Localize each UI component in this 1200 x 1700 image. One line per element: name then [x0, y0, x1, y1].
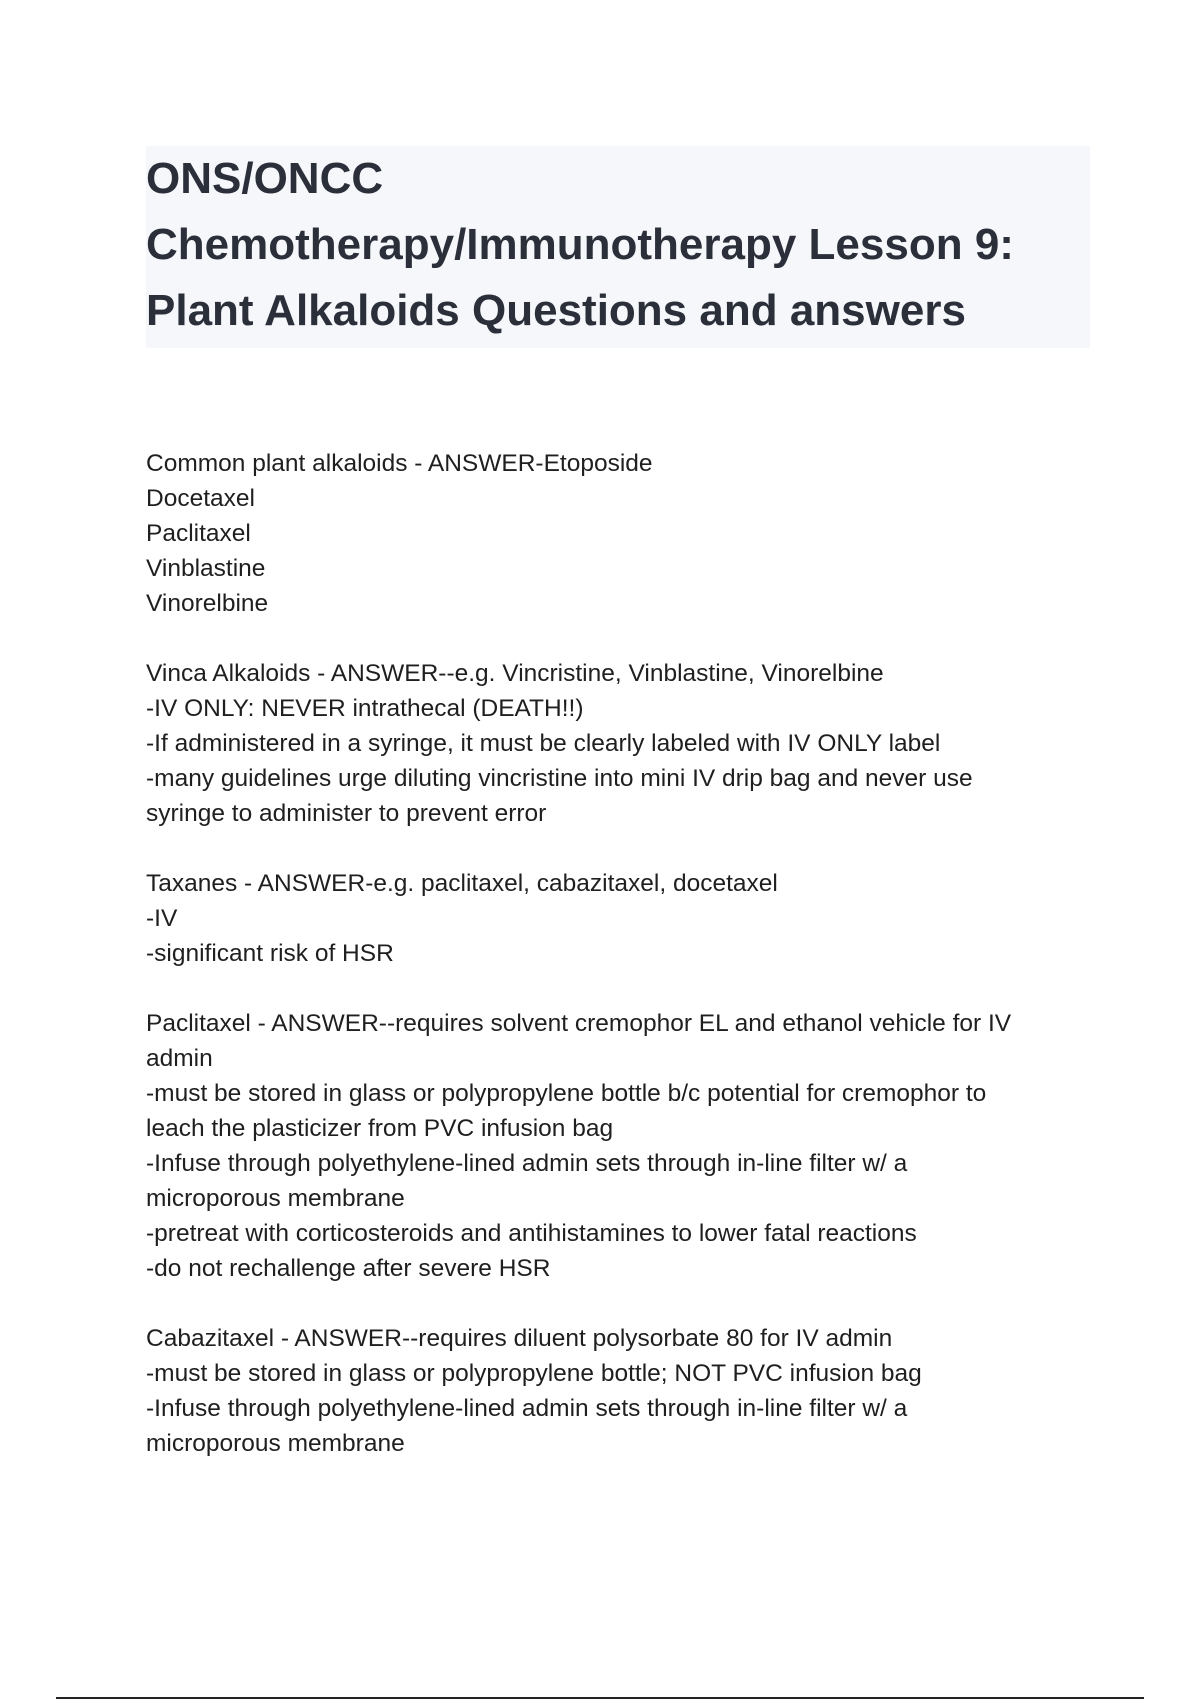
qa-line: -IV — [146, 905, 178, 932]
qa-line: Paclitaxel — [146, 520, 251, 547]
qa-line: Docetaxel — [146, 485, 255, 512]
qa-line: -pretreat with corticosteroids and antihistamines to lower fatal reactions — [146, 1220, 917, 1247]
qa-line: microporous membrane — [146, 1430, 405, 1457]
qa-item — [146, 656, 1090, 831]
qa-line: -IV ONLY: NEVER intrathecal (DEATH!!) — [146, 695, 584, 722]
title-line: Plant Alkaloids Questions and answers — [146, 286, 966, 335]
qa-line: Paclitaxel - ANSWER--requires solvent cremophor EL and ethanol vehicle for IV — [146, 1010, 1012, 1037]
qa-line: -Infuse through polyethylene-lined admin sets through in-line filter w/ a — [146, 1395, 908, 1422]
qa-item — [146, 866, 1090, 971]
title-banner — [146, 146, 1090, 348]
qa-item — [146, 446, 1090, 621]
qa-line: leach the plasticizer from PVC infusion bag — [146, 1115, 614, 1142]
qa-line: microporous membrane — [146, 1185, 405, 1212]
qa-line: Vinblastine — [146, 555, 266, 582]
qa-line: -many guidelines urge diluting vincristine into mini IV drip bag and never use — [146, 765, 973, 792]
qa-line: -must be stored in glass or polypropylene bottle; NOT PVC infusion bag — [146, 1360, 922, 1387]
qa-item — [146, 1006, 1090, 1286]
qa-line: Cabazitaxel - ANSWER--requires diluent polysorbate 80 for IV admin — [146, 1325, 893, 1352]
title-line: ONS/ONCC — [146, 154, 384, 203]
qa-line: Vinca Alkaloids - ANSWER--e.g. Vincristine, Vinblastine, Vinorelbine — [146, 660, 884, 687]
document-title — [146, 146, 1090, 344]
qa-line: -must be stored in glass or polypropylene bottle b/c potential for cremophor to — [146, 1080, 987, 1107]
qa-line: -If administered in a syringe, it must be clearly labeled with IV ONLY label — [146, 730, 941, 757]
qa-line: admin — [146, 1045, 213, 1072]
qa-line: -significant risk of HSR — [146, 940, 394, 967]
qa-line: Vinorelbine — [146, 590, 269, 617]
title-line: Chemotherapy/Immunotherapy Lesson 9: — [146, 220, 1014, 269]
qa-line: syringe to administer to prevent error — [146, 800, 547, 827]
qa-item — [146, 1321, 1090, 1461]
qa-list — [146, 446, 1090, 1496]
qa-line: -Infuse through polyethylene-lined admin sets through in-line filter w/ a — [146, 1150, 908, 1177]
qa-line: Common plant alkaloids - ANSWER-Etoposide — [146, 450, 653, 477]
qa-line: -do not rechallenge after severe HSR — [146, 1255, 551, 1282]
qa-line: Taxanes - ANSWER-e.g. paclitaxel, cabazitaxel, docetaxel — [146, 870, 778, 897]
page-bottom-divider — [56, 1697, 1144, 1699]
